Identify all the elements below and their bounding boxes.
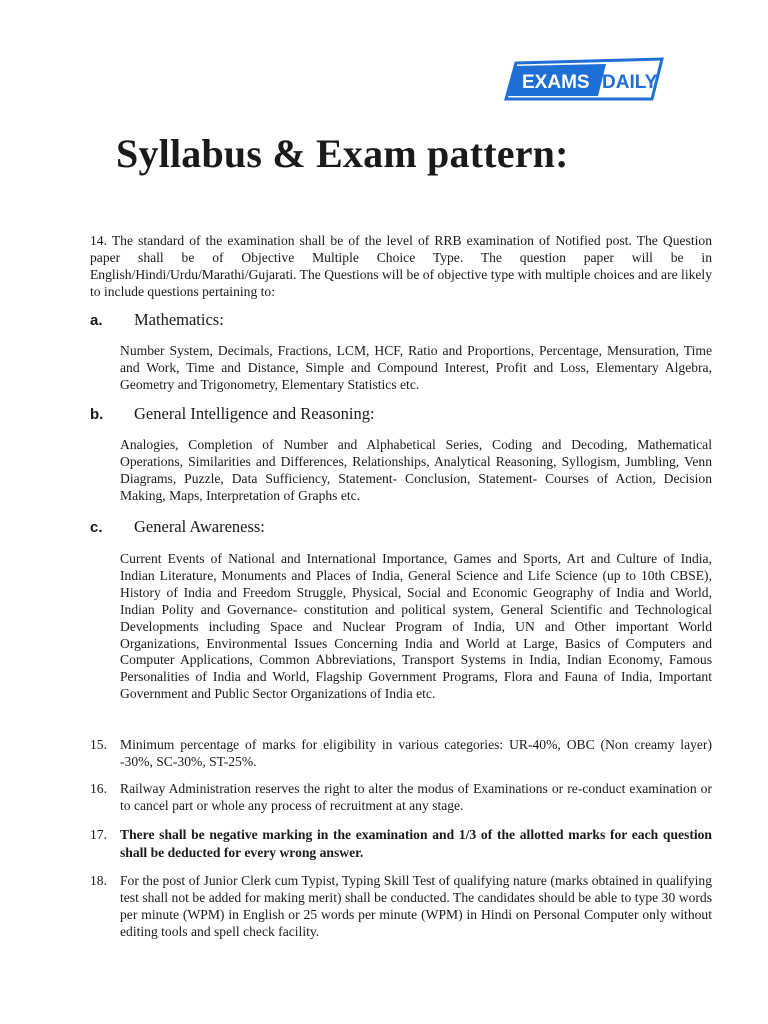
section-letter: b.	[90, 406, 104, 423]
section-letter: c.	[90, 519, 103, 536]
section-awareness-body: Current Events of National and International Importance, Games and Sports, Art and Culture of India, Indian Literature, Monuments and Places of India, General Science and Life Science (up to 10th CBSE), History of India and Freedom Struggle, Physical, Social and Economic Geography of India and World, Indian Polity and Governance- constitution and political system, General Scientific and Technological Developments including Space and Nuclear Program of India, UN and Other important World Organizations, Environmental Issues Concerning India and World at Large, Basics of Computers and Computer Applications, Common Abbreviations, Transport Systems in India, Indian Economy, Famous Personalities of India and World, Flagship Government Programs, Flora and Fauna of India, Important Government and Public Sector Organizations of India etc.	[120, 551, 712, 702]
exams-daily-logo	[502, 57, 664, 101]
item-number: 17.	[90, 827, 107, 842]
paragraph-14-number: 14.	[90, 233, 107, 248]
item-number: 18.	[90, 873, 107, 888]
logo-right-text: DAILY	[602, 72, 658, 93]
section-title: Mathematics:	[134, 310, 224, 329]
section-reasoning-body: Analogies, Completion of Number and Alphabetical Series, Coding and Decoding, Mathematical Operations, Similarities and Differences, Relationships, Analytical Reasoning, Syllogism, Jumbling, Venn Diagrams, Puzzle, Data Sufficiency, Statement- Conclusion, Statement- Courses of Action, Decision Making, Maps, Interpretation of Graphs etc.	[120, 437, 712, 503]
item-text: For the post of Junior Clerk cum Typist, Typing Skill Test of qualifying nature (marks obtained in qualifying test shall not be added for making merit) shall be conducted. The candidates should be able to type 30 words per minute (WPM) in English or 25 words per minute (WPM) in Hindi on Personal Computer only without editing tools and spell check facility.	[120, 873, 712, 939]
section-mathematics-body: Number System, Decimals, Fractions, LCM, HCF, Ratio and Proportions, Percentage, Mensuration, Time and Work, Time and Distance, Simple and Compound Interest, Profit and Loss, Elementary Algebra, Geometry and Trigonometry, Elementary Statistics etc.	[120, 343, 712, 392]
list-item-16	[90, 780, 712, 814]
section-title: General Intelligence and Reasoning:	[134, 404, 375, 423]
exams-daily-logo-mark	[502, 57, 664, 101]
section-title: General Awareness:	[134, 517, 265, 536]
item-number: 16.	[90, 781, 107, 796]
list-item-17	[90, 826, 712, 862]
section-letter: a.	[90, 312, 103, 329]
item-text: Minimum percentage of marks for eligibility in various categories: UR-40%, OBC (Non creamy layer) -30%, SC-30%, ST-25%.	[120, 737, 712, 769]
item-text: Railway Administration reserves the right to alter the modus of Examinations or re-conduct examination or to cancel part or whole any process of recruitment at any stage.	[120, 781, 712, 813]
page-title: Syllabus & Exam pattern:	[116, 131, 569, 176]
section-mathematics-heading	[90, 310, 224, 330]
item-text: There shall be negative marking in the examination and 1/3 of the allotted marks for each question shall be deducted for every wrong answer.	[120, 827, 712, 860]
paragraph-14	[90, 232, 712, 300]
section-reasoning-heading	[90, 404, 375, 424]
logo-left-text: EXAMS	[522, 72, 590, 93]
section-awareness-heading	[90, 517, 265, 537]
item-number: 15.	[90, 737, 107, 752]
list-item-15	[90, 736, 712, 770]
paragraph-14-text: The standard of the examination shall be of the level of RRB examination of Notified post. The Question paper shall be of Objective Multiple Choice Type. The question paper will be in English/Hindi/Urdu/Marathi/Gujarati. The Questions will be of objective type with multiple choices and are likely to include questions pertaining to:	[90, 233, 713, 299]
list-item-18	[90, 872, 712, 940]
